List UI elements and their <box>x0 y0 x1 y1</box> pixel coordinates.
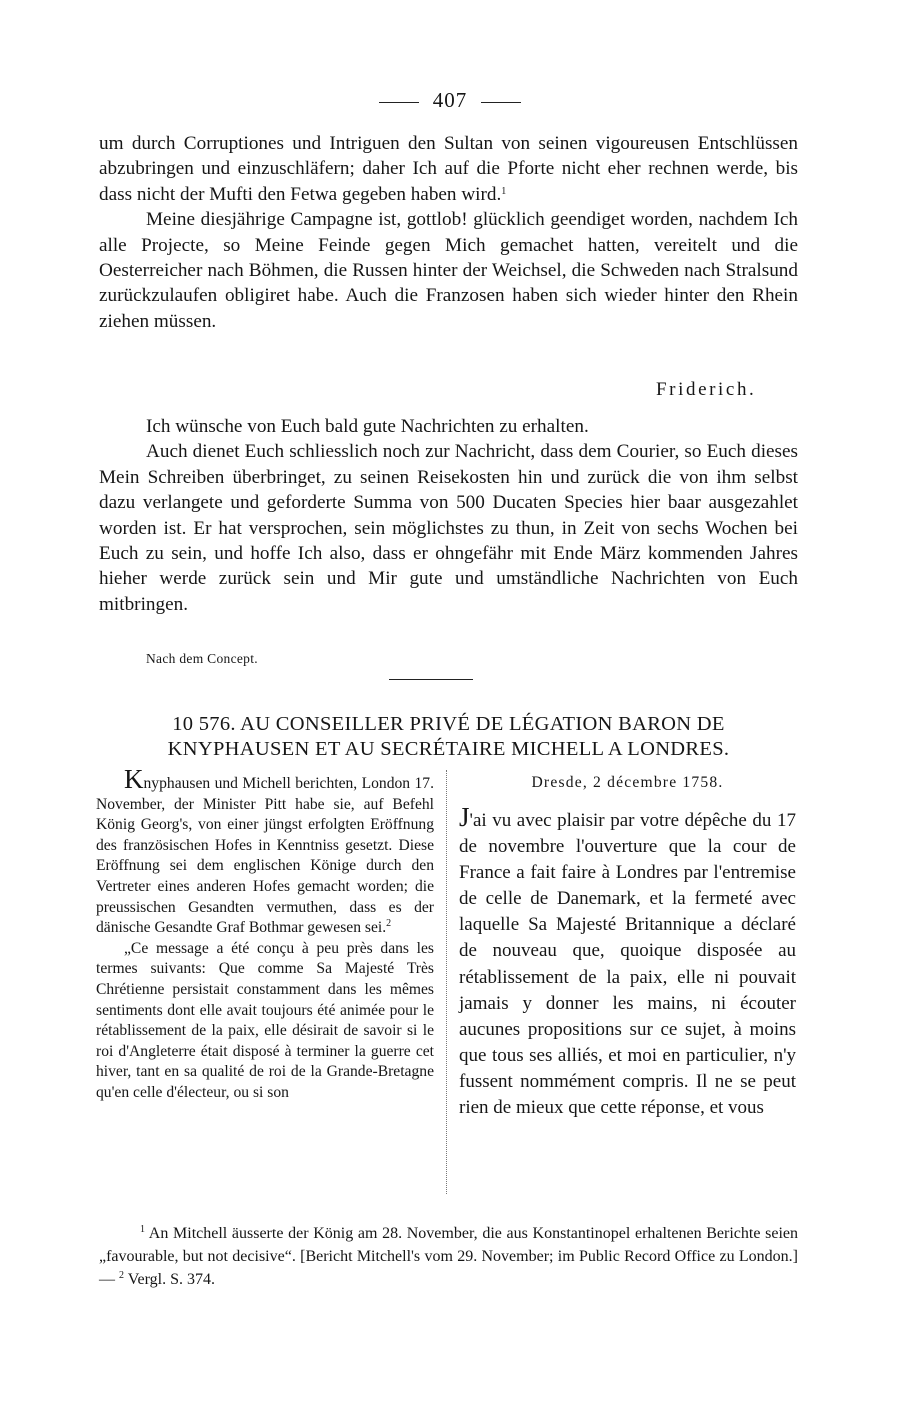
document-heading <box>99 712 798 762</box>
source-note: Nach dem Concept. <box>146 651 258 666</box>
letter-paragraph-1 <box>99 131 798 207</box>
letter-column-paragraph <box>459 802 796 1121</box>
quote-paragraph: „Ce message a été conçu à peu près dans les termes suivants: Que comme Sa Majesté Très Chrétienne persistait constamment dans les mêmes sentiments dont elle avait toujours été animée pour le rétablissement de la paix, elle désirait de savoir si le roi d'Angleterre était disposé à terminer la guerre cet hiver, tant en sa qualité de roi de la Grande-Bretagne qu'en celle d'électeur, ou si son <box>96 939 434 1101</box>
footnotes <box>99 1223 798 1291</box>
footnote-mark-1: 1 <box>140 1224 145 1235</box>
footnote-ref-1[interactable]: 1 <box>501 185 507 197</box>
page-number <box>0 88 900 113</box>
letter-column-text: 'ai vu avec plaisir par votre dépêche du 17 de novembre l'ouverture que la cour de France a fait faire à Londres par l'entremise de celle de Danemark, et la fermeté avec laquelle Sa Majesté Britannique a déclaré de nouveau que, quoique disposée au rétablissement de la paix, elle ni pouvait jamais y donner les mains, ni écouter aucunes propositions sur ce sujet, à moins que tous ses alliés, et moi en particulier, n'y fussent nommément compris. Il ne se peut rien de mieux que cette réponse, et vous <box>459 810 796 1119</box>
document-heading-line-2: KNYPHAUSEN ET AU SECRÉTAIRE MICHELL A LONDRES. <box>167 738 730 760</box>
letter-dropcap: J <box>459 802 470 832</box>
letter-paragraph-2: Meine diesjährige Campagne ist, gottlob! glücklich geendiget worden, nachdem Ich alle Projecte, so Meine Feinde gegen Mich gemachet hatten, vereitelt und die Oesterreicher nach Böhmen, die Russen hinter der Weichsel, die Schweden nach Stralsund zurückzulaufen obligiret habe. Auch die Franzosen haben sich wieder hinter den Rhein ziehen müssen. <box>99 209 798 332</box>
footnote-mark-2: 2 <box>119 1269 124 1281</box>
footnote-1 <box>99 1223 798 1291</box>
summary-text: nyphausen und Michell berichten, London 17. November, der Minister Pitt habe sie, auf Befehl König Georg's, von einer jüngst erfolgten Eröffnung des französischen Hofes in Kenntniss gesetzt. Diese Eröffnung sei dem englischen Könige durch den Vertreter eines anderen Hofes gemacht worden; die preussischen Gesandten vermuthen, dass es der dänische Gesandte Graf Bothmar gewesen sei. <box>96 775 434 937</box>
document-heading-line-1: 10 576. AU CONSEILLER PRIVÉ DE LÉGATION BARON DE <box>172 713 725 735</box>
footnote-text-2: Vergl. S. 374. <box>127 1270 215 1288</box>
postscript <box>99 414 798 617</box>
signature: Friderich. <box>656 379 757 400</box>
postscript-paragraph-1: Ich wünsche von Euch bald gute Nachrichten zu erhalten. <box>146 416 589 437</box>
footnote-ref-2[interactable]: 2 <box>386 918 392 930</box>
summary-paragraph <box>96 764 434 939</box>
page-number-value: 407 <box>432 88 468 112</box>
footnote-text-1: An Mitchell äusserte der König am 28. November, die aus Konstantinopel erhaltenen Berichte seien „favourable, but not decisive“. [Bericht Mitchell's vom 29. November; im Public Record Office zu London.] — <box>99 1225 799 1288</box>
page-number-dash-left <box>379 102 419 103</box>
summary-column <box>96 764 434 1104</box>
letter-paragraph-1-text: um durch Corruptiones und Intriguen den Sultan von seinen vigoureusen Entschlüssen abzubringen und einzuschläfern; daher Ich auf die Pforte nicht eher rechnen werde, bis dass nicht der Mufti den Fetwa gegeben haben wird. <box>99 133 798 205</box>
section-divider <box>389 679 473 680</box>
postscript-paragraph-2: Auch dienet Euch schliesslich noch zur Nachricht, dass dem Courier, so Euch dieses Mein Schreiben überbringet, zu seinen Reisekosten hin und zurück die von ihm selbst dazu verlangete und geforderte Summa von 500 Ducaten Species hier baar ausgezahlet worden ist. Er hat versprochen, sein möglichstes zu thun, in Zeit von sechs Wochen bei Euch zu sein, und hoffe Ich also, dass er ohngefähr mit Ende März kommenden Jahres hieher werde zurück sein und Mir gute und umständliche Nachrichten von Euch mitbringen. <box>99 441 798 615</box>
letter-column <box>459 772 796 1121</box>
page-number-dash-right <box>481 102 521 103</box>
column-separator <box>446 770 447 1194</box>
summary-dropcap: K <box>124 764 144 794</box>
dateline: Dresde, 2 décembre 1758. <box>531 774 724 791</box>
letter-body <box>99 131 798 334</box>
